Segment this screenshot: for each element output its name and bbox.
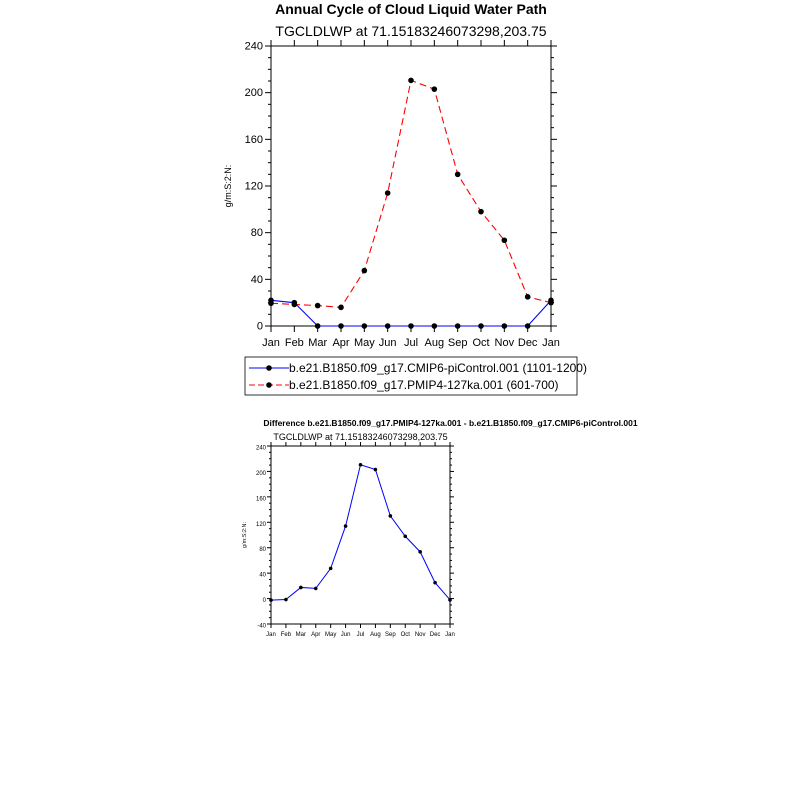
data-point [385,190,391,196]
x-tick-label: Nov [414,632,426,638]
chart-subtitle: TGCLDLWP at 71.15183246073298,203.75 [275,23,547,39]
x-tick-label: Jan [262,337,280,349]
chart-title: Annual Cycle of Cloud Liquid Water Path [275,1,547,17]
data-point [359,463,363,467]
y-tick-label: 200 [255,470,266,477]
x-tick-label: Mar [308,337,328,349]
x-tick-label: Jan [445,632,455,638]
data-point [478,209,484,215]
x-tick-label: Sep [447,337,468,349]
x-tick-label: Oct [472,337,490,349]
x-tick-label: Apr [332,337,350,349]
legend-entry: b.e21.B1850.f09_g17.CMIP6-piControl.001 (1101-1200) [289,361,587,375]
x-tick-label: Jan [542,337,560,349]
data-point [314,587,318,591]
series-line-1 [271,80,551,307]
data-point [362,268,368,274]
y-tick-label: 0 [256,320,263,333]
data-point [344,524,348,528]
data-point [548,300,554,306]
x-tick-label: Jul [403,337,419,349]
x-tick-label: Apr [311,632,321,638]
chart-title: Difference b.e21.B1850.f09_g17.PMIP4-127ka.001 - b.e21.B1850.f09_g17.CMIP6-piControl.001 [263,418,638,428]
x-tick-label: Dec [517,337,538,349]
data-point [408,323,414,329]
data-point [478,323,484,329]
data-point [329,567,333,571]
data-point [315,323,321,329]
data-point [284,598,288,602]
y-tick-label: 80 [259,547,266,554]
series-line-0 [271,300,551,326]
y-tick-label: 40 [250,273,263,286]
x-tick-label: Feb [284,337,304,349]
legend-marker [266,365,272,371]
data-point [502,323,508,329]
y-axis-label: g/m:S:2:N: [223,164,233,208]
y-tick-label: 200 [244,87,263,100]
data-point [432,86,438,92]
x-tick-label: Jun [378,337,397,349]
data-point [525,323,531,329]
data-point [315,303,321,309]
x-tick-label: Oct [400,632,410,638]
data-point [455,323,461,329]
x-tick-label: Mar [295,632,307,638]
data-point [292,302,298,308]
data-point [385,323,391,329]
data-point [362,323,368,329]
data-point [269,598,273,602]
y-tick-label: 120 [255,521,266,528]
y-tick-label: 160 [244,133,263,146]
y-tick-label: 0 [262,598,266,605]
x-tick-label: Jan [266,632,276,638]
data-point [525,294,531,300]
y-tick-label: 240 [255,445,266,452]
data-point [433,581,437,585]
y-tick-label: 160 [255,496,266,503]
difference-chart [242,418,638,638]
annual-cycle-chart [223,1,587,395]
x-tick-label: Aug [424,337,445,349]
y-tick-label: 80 [250,227,263,240]
y-tick-label: 240 [244,40,263,53]
x-tick-label: Nov [494,337,515,349]
data-point [455,172,461,178]
data-point [418,550,422,554]
data-point [374,468,378,472]
plot-frame [271,46,551,326]
y-axis-label: g/m:S:2:N: [242,522,248,548]
chart-subtitle: TGCLDLWP at 71.15183246073298,203.75 [273,432,448,442]
legend [245,357,587,395]
data-point [299,586,303,590]
x-tick-label: Aug [370,632,381,638]
data-point [432,323,438,329]
x-tick-label: May [324,632,337,638]
x-tick-label: Jun [340,632,351,638]
data-point [448,598,452,602]
data-point [408,78,414,84]
legend-entry: b.e21.B1850.f09_g17.PMIP4-127ka.001 (601-700) [289,378,559,392]
series-line-0 [271,465,450,600]
x-tick-label: Sep [384,632,396,638]
x-tick-label: Dec [429,632,441,638]
data-point [338,323,344,329]
x-tick-label: Feb [280,632,292,638]
legend-marker [266,382,272,388]
data-point [338,305,344,311]
y-tick-label: 40 [259,572,266,579]
x-tick-label: Jul [356,632,365,638]
plot-frame [271,446,450,624]
y-tick-label: -40 [257,623,266,630]
x-tick-label: May [353,337,375,349]
data-point [403,534,407,538]
data-point [389,514,393,518]
data-point [268,300,274,306]
data-point [502,237,508,243]
y-tick-label: 120 [244,180,263,193]
